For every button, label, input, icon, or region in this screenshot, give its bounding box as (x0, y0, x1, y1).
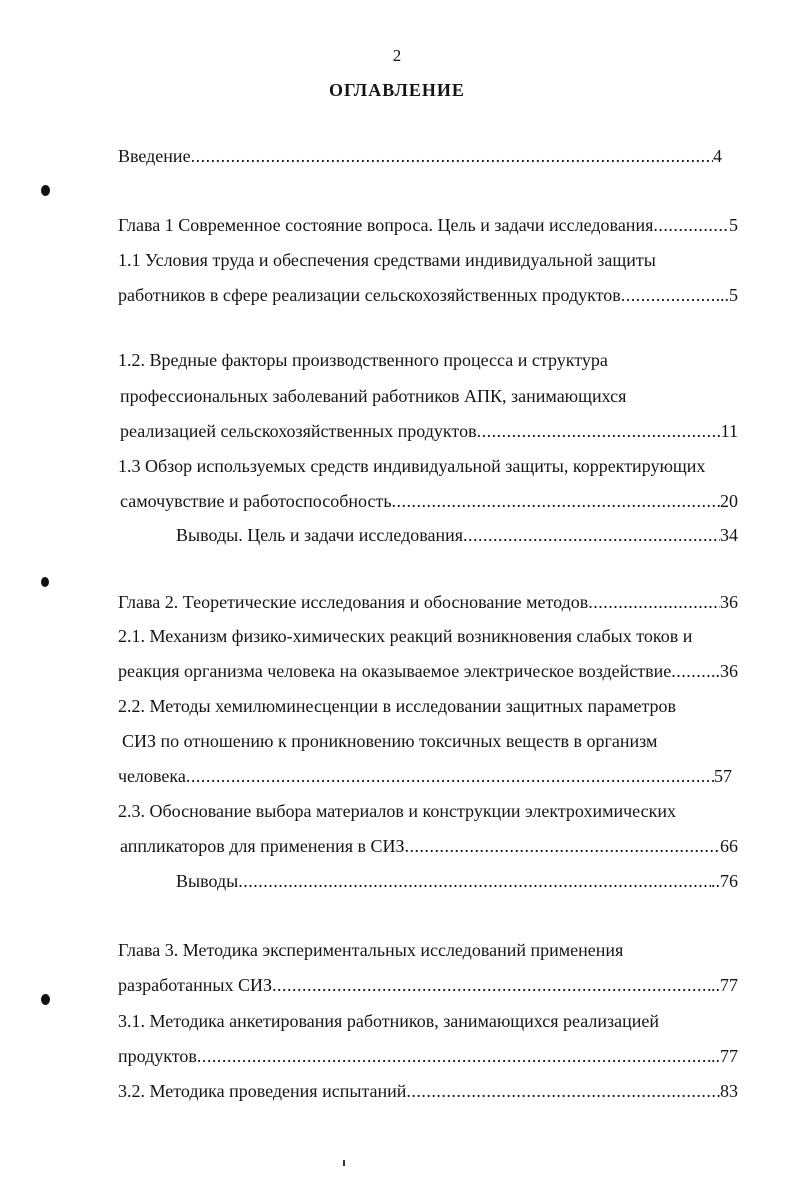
toc-entry-1-3-line2 (120, 486, 738, 516)
toc-entry-conclusions-2 (176, 866, 738, 896)
toc-entry-page: ..76 (711, 871, 738, 891)
toc-entry-2-1-line1: 2.1. Механизм физико-химических реакций возникновения слабых токов и (118, 626, 693, 646)
toc-entry-text: 3.2. Методика проведения испытаний (118, 1081, 407, 1101)
leader-dots (588, 587, 720, 617)
toc-entry-chapter-3-line1: Глава 3. Методика экспериментальных исследований применения (118, 940, 624, 960)
toc-entry-text: Глава 2. Теоретические исследования и обоснование методов (118, 592, 589, 612)
leader-dots (238, 866, 711, 896)
toc-entry-1-2-line1: 1.2. Вредные факторы производственного процесса и структура (118, 350, 608, 370)
toc-entry-2-3-line1: 2.3. Обоснование выбора материалов и конструкции электрохимических (118, 801, 676, 821)
leader-dots (463, 520, 720, 550)
leader-dots (392, 486, 720, 516)
toc-entry-page: 4 (713, 146, 722, 166)
toc-entry-chapter-1 (118, 210, 738, 240)
toc-entry-text: Введение (118, 146, 191, 166)
toc-entry-text: Глава 1 Современное состояние вопроса. Цель и задачи исследования (118, 215, 654, 235)
toc-entry-chapter-3-line2 (118, 970, 738, 1000)
toc-entry-page: 57 (714, 766, 732, 786)
toc-entry-page: ..77 (711, 1046, 738, 1066)
leader-dots (653, 210, 729, 240)
binder-hole-mark (41, 577, 49, 587)
leader-dots (197, 1041, 711, 1071)
scan-speck (343, 1160, 345, 1166)
toc-entry-1-3-line1: 1.3 Обзор используемых средств индивидуальной защиты, корректирующих (118, 456, 706, 476)
leader-dots (671, 656, 711, 686)
toc-entry-1-1-line2 (118, 280, 738, 310)
toc-entry-text: Выводы (176, 871, 239, 891)
leader-dots (477, 416, 721, 446)
toc-entry-1-1-line1: 1.1 Условия труда и обеспечения средствами индивидуальной защиты (118, 250, 656, 270)
leader-dots (621, 280, 720, 310)
toc-entry-2-2-line2: СИЗ по отношению к проникновению токсичных веществ в организм (122, 731, 658, 751)
leader-dots (191, 141, 713, 171)
page-number: 2 (392, 46, 402, 65)
toc-entry-conclusions-1 (176, 520, 738, 550)
toc-entry-3-1-line1: 3.1. Методика анкетирования работников, занимающихся реализацией (118, 1011, 659, 1031)
toc-entry-1-2-line3 (120, 416, 738, 446)
toc-entry-page: 5 (729, 215, 738, 235)
binder-hole-mark (41, 185, 50, 196)
toc-entry-3-1-line2 (118, 1041, 738, 1071)
toc-entry-text: реализацией сельскохозяйственных продуктов (120, 421, 477, 441)
leader-dots (406, 1076, 720, 1106)
toc-entry-page: 20 (720, 491, 738, 511)
toc-entry-text: продуктов (118, 1046, 197, 1066)
toc-entry-page: 66 (720, 836, 738, 856)
toc-entry-text: человека (118, 766, 186, 786)
toc-entry-2-3-line2 (120, 831, 738, 861)
toc-title: ОГЛАВЛЕНИЕ (329, 80, 465, 100)
toc-entry-page: 34 (720, 525, 738, 545)
leader-dots (405, 831, 720, 861)
toc-entry-2-1-line2 (118, 656, 738, 686)
toc-entry-text: самочувствие и работоспособность (120, 491, 392, 511)
toc-entry-2-2-line1: 2.2. Методы хемилюминесценции в исследовании защитных параметров (118, 696, 677, 716)
toc-entry-page: 11 (720, 421, 738, 441)
toc-entry-page: 83 (720, 1081, 738, 1101)
toc-entry-page: ..77 (711, 975, 738, 995)
toc-entry-page: ..5 (720, 285, 738, 305)
toc-entry-page: 36 (720, 592, 738, 612)
toc-entry-page: ..36 (711, 661, 738, 681)
toc-entry-text: реакция организма человека на оказываемое электрическое воздействие (118, 661, 672, 681)
toc-entry-3-2 (118, 1076, 738, 1106)
toc-entry-text: аппликаторов для применения в СИЗ (120, 836, 405, 856)
toc-entry-2-2-line3 (118, 761, 732, 791)
toc-entry-1-2-line2: профессиональных заболеваний работников АПК, занимающихся (120, 386, 627, 406)
toc-entry-text: разработанных СИЗ (118, 975, 272, 995)
toc-entry-text: работников в сфере реализации сельскохозяйственных продуктов (118, 285, 621, 305)
toc-entry-introduction (118, 141, 722, 171)
leader-dots (272, 970, 711, 1000)
toc-entry-chapter-2 (118, 587, 738, 617)
toc-entry-text: Выводы. Цель и задачи исследования (176, 525, 464, 545)
binder-hole-mark (41, 994, 50, 1005)
leader-dots (186, 761, 714, 791)
